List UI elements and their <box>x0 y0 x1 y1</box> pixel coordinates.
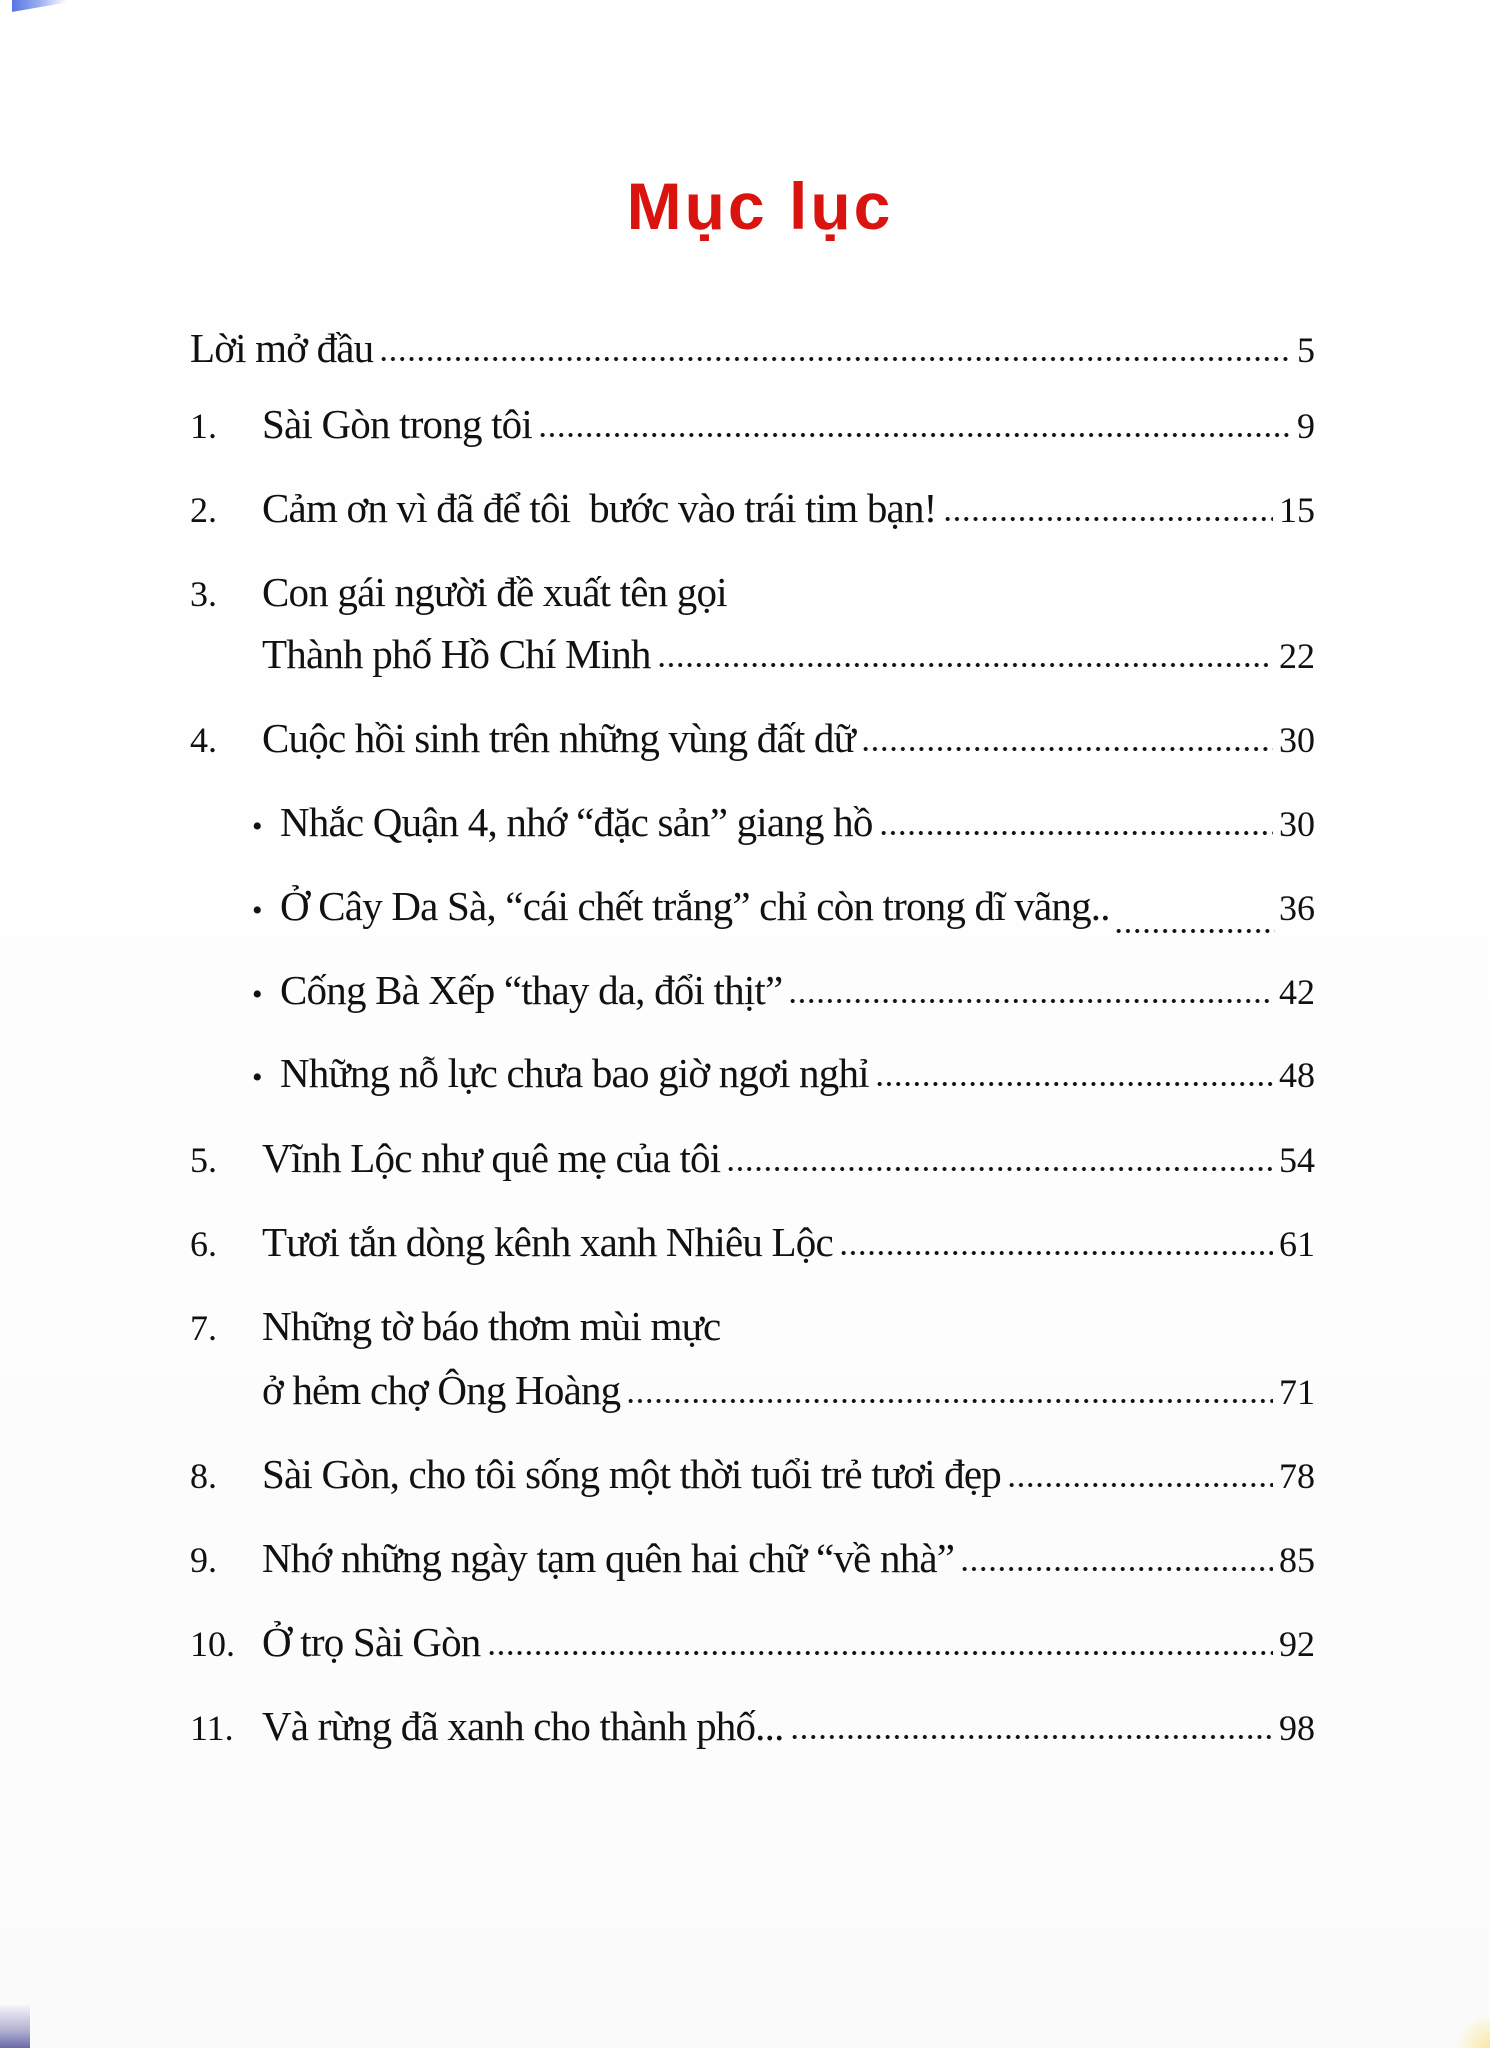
dot-leader <box>726 1164 1273 1174</box>
dot-leader <box>788 996 1273 1006</box>
toc-entry-label: Cảm ơn vì đã để tôi bước vào trái tim bạn! <box>262 485 937 531</box>
toc-entry-number: 3. <box>190 574 217 614</box>
toc-entry-number: 11. <box>190 1708 234 1748</box>
toc-entry-continuation[interactable] <box>262 1360 1315 1420</box>
dot-leader <box>875 1079 1273 1089</box>
page-title: Mục lục <box>626 169 894 243</box>
toc-entry-page: 78 <box>1279 1456 1315 1496</box>
toc-subentry-page: 36 <box>1279 888 1315 928</box>
toc-entry-label: Con gái người đề xuất tên gọi <box>262 569 727 615</box>
toc-subentry[interactable] <box>190 876 1315 936</box>
toc-entry[interactable] <box>190 562 1315 622</box>
toc-entry-number: 5. <box>190 1140 217 1180</box>
toc-entry[interactable] <box>190 1212 1315 1272</box>
toc-entry-number: 6. <box>190 1224 217 1264</box>
toc-entry-page: 61 <box>1279 1224 1315 1264</box>
toc-entry[interactable] <box>190 708 1315 768</box>
toc-entry-page: 30 <box>1279 720 1315 760</box>
toc-entry-number: 9. <box>190 1540 217 1580</box>
toc-subentry-label: Ở Cây Da Sà, “cái chết trắng” chỉ còn trong dĩ vãng.. <box>280 883 1110 929</box>
toc-subentry-page: 48 <box>1279 1055 1315 1095</box>
dot-leader <box>960 1564 1273 1574</box>
toc-entry[interactable] <box>190 478 1315 538</box>
toc-entry-label: Sài Gòn trong tôi <box>262 401 532 447</box>
toc-entry-number: 4. <box>190 720 217 760</box>
toc-entry-label: Vĩnh Lộc như quê mẹ của tôi <box>262 1135 721 1181</box>
bullet-icon: • <box>252 810 263 843</box>
toc-entry[interactable] <box>190 1296 1315 1356</box>
toc-entry-number: 10. <box>190 1624 235 1664</box>
dot-leader <box>538 430 1291 440</box>
toc-entry-page: 85 <box>1279 1540 1315 1580</box>
bullet-icon: • <box>252 894 263 927</box>
scan-edge-artifact <box>1450 2018 1490 2048</box>
toc-entry[interactable] <box>190 394 1315 454</box>
toc-subentry-label: Cống Bà Xếp “thay da, đổi thịt” <box>280 967 783 1013</box>
scan-edge-artifact <box>12 0 67 12</box>
scan-edge-artifact <box>0 2005 30 2048</box>
toc-entry-label-cont: Thành phố Hồ Chí Minh <box>262 631 651 677</box>
dot-leader <box>943 514 1274 524</box>
toc-entry[interactable] <box>190 1696 1315 1756</box>
toc-subentry-label: Nhắc Quận 4, nhớ “đặc sản” giang hồ <box>280 799 873 845</box>
dot-leader <box>879 828 1273 838</box>
dot-leader <box>379 354 1291 364</box>
dot-leader <box>861 744 1273 754</box>
toc-entry-label: Và rừng đã xanh cho thành phố... <box>262 1703 784 1749</box>
toc-entry-page: 71 <box>1279 1372 1315 1412</box>
toc-entry-label-cont: ở hẻm chợ Ông Hoàng <box>262 1367 621 1413</box>
toc-subentry[interactable] <box>190 792 1315 852</box>
dot-leader <box>1007 1480 1273 1490</box>
toc-entry[interactable] <box>190 318 1315 378</box>
dot-leader <box>626 1396 1273 1406</box>
toc-entry[interactable] <box>190 1444 1315 1504</box>
dot-leader <box>487 1648 1273 1658</box>
toc-entry-page: 92 <box>1279 1624 1315 1664</box>
toc-entry-number: 2. <box>190 490 217 530</box>
toc-entry-label: Những tờ báo thơm mùi mực <box>262 1303 721 1349</box>
toc-entry-page: 98 <box>1279 1708 1315 1748</box>
toc-entry-label: Ở trọ Sài Gòn <box>262 1619 481 1665</box>
toc-entry-number: 8. <box>190 1456 217 1496</box>
toc-entry-page: 5 <box>1297 330 1315 370</box>
toc-entry-number: 7. <box>190 1308 217 1348</box>
toc-entry-label: Sài Gòn, cho tôi sống một thời tuổi trẻ tươi đẹp <box>262 1451 1001 1497</box>
toc-entry[interactable] <box>190 1528 1315 1588</box>
toc-entry-label: Cuộc hồi sinh trên những vùng đất dữ <box>262 715 856 761</box>
toc-subentry[interactable] <box>190 960 1315 1020</box>
toc-entry-page: 15 <box>1279 490 1315 530</box>
toc-entry-number: 1. <box>190 406 217 446</box>
bullet-icon: • <box>252 978 263 1011</box>
bullet-icon: • <box>252 1061 263 1094</box>
toc-entry-continuation[interactable] <box>262 624 1315 684</box>
toc-entry-label: Tươi tắn dòng kênh xanh Nhiêu Lộc <box>262 1219 833 1265</box>
toc-entry-page: 9 <box>1297 406 1315 446</box>
toc-subentry-label: Những nỗ lực chưa bao giờ ngơi nghỉ <box>280 1050 869 1096</box>
toc-entry[interactable] <box>190 1612 1315 1672</box>
toc-entry-label: Nhớ những ngày tạm quên hai chữ “về nhà” <box>262 1535 955 1581</box>
dot-leader <box>1114 926 1275 936</box>
toc-entry[interactable] <box>190 1128 1315 1188</box>
dot-leader <box>839 1248 1273 1258</box>
toc-subentry[interactable] <box>190 1043 1315 1103</box>
toc-entry-label: Lời mở đầu <box>190 325 374 371</box>
dot-leader <box>790 1732 1273 1742</box>
toc-entry-page: 54 <box>1279 1140 1315 1180</box>
toc-subentry-page: 42 <box>1279 972 1315 1012</box>
toc-entry-page: 22 <box>1279 636 1315 676</box>
dot-leader <box>657 660 1273 670</box>
toc-subentry-page: 30 <box>1279 804 1315 844</box>
